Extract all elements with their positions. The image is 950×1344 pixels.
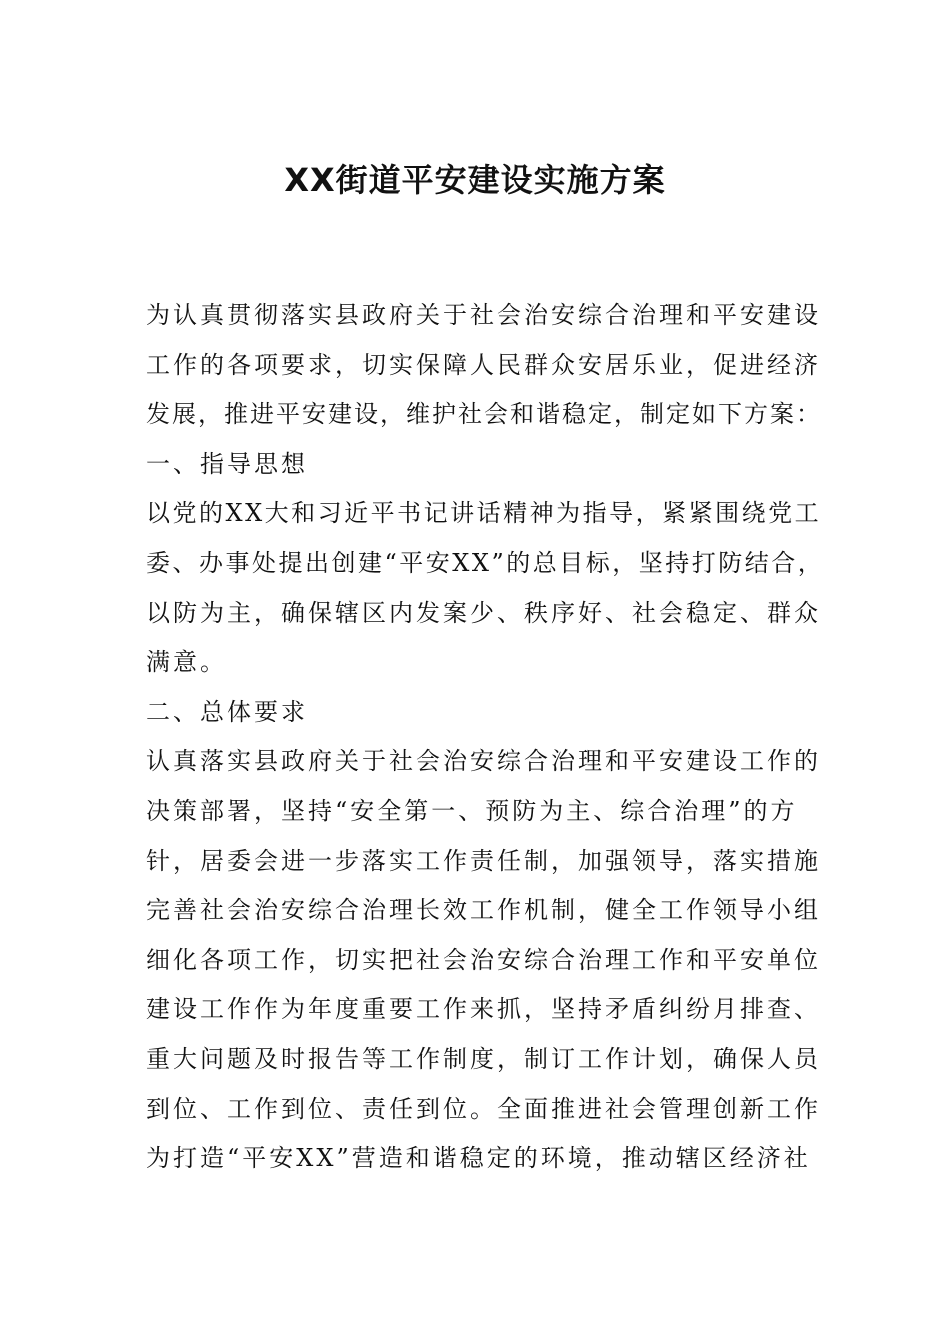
body-line: 决策部署，坚持“安全第一、预防为主、综合治理”的方	[146, 796, 798, 825]
body-line: 满意。	[146, 648, 227, 677]
body-line: 以防为主，确保辖区内发案少、秩序好、社会稳定、群众	[146, 598, 821, 627]
body-line: 委、办事处提出创建“平安XX”的总目标，坚持打防结合，	[146, 548, 825, 577]
body-line: 建设工作作为年度重要工作来抓，坚持矛盾纠纷月排查、	[146, 995, 821, 1024]
body-line: 为认真贯彻落实县政府关于社会治安综合治理和平安建设	[146, 301, 821, 329]
body-line: 针，居委会进一步落实工作责任制，加强领导，落实措施	[146, 846, 821, 875]
section-heading-overall-requirements: 二、总体要求	[146, 697, 308, 726]
body-line: 认真落实县政府关于社会治安综合治理和平安建设工作的	[146, 747, 821, 776]
document-title: XX街道平安建设实施方案	[284, 161, 666, 199]
body-line: 发展，推进平安建设，维护社会和谐稳定，制定如下方案：	[146, 400, 822, 429]
body-line: 工作的各项要求，切实保障人民群众安居乐业，促进经济	[146, 350, 821, 379]
body-line: 完善社会治安综合治理长效工作机制，健全工作领导小组	[146, 896, 821, 925]
body-line: 细化各项工作，切实把社会治安综合治理工作和平安单位	[146, 945, 821, 974]
body-line: 重大问题及时报告等工作制度，制订工作计划，确保人员	[146, 1044, 821, 1073]
section-heading-guiding-ideology: 一、指导思想	[146, 449, 308, 478]
document-body	[146, 291, 826, 1184]
body-line: 到位、工作到位、责任到位。全面推进社会管理创新工作	[146, 1094, 821, 1123]
body-line: 为打造“平安XX”营造和谐稳定的环境，推动辖区经济社	[146, 1144, 811, 1173]
body-line: 以党的XX大和习近平书记讲话精神为指导，紧紧围绕党工	[146, 499, 822, 528]
